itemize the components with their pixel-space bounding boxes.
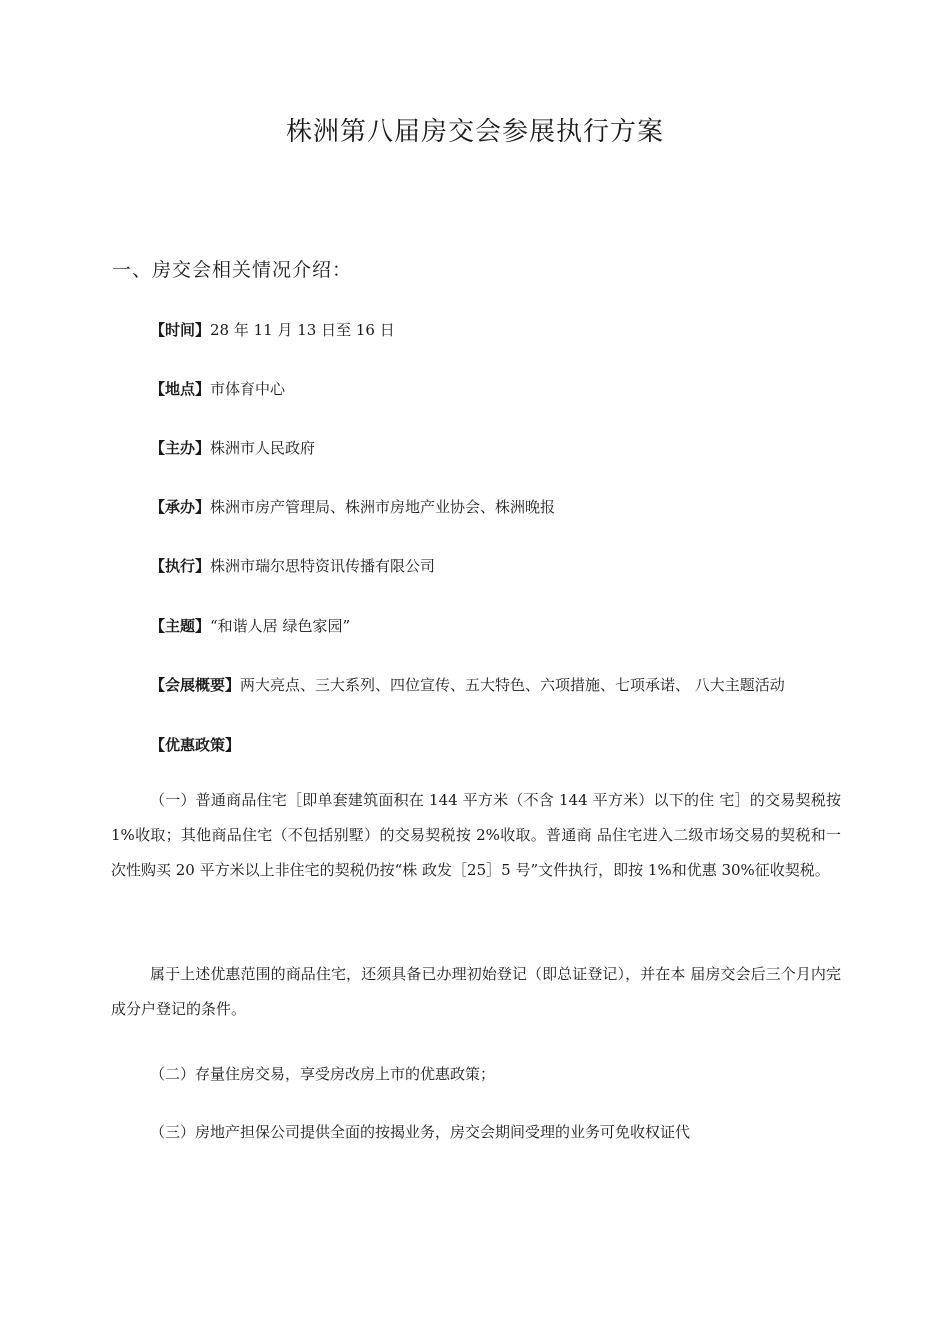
section-heading: 一、房交会相关情况介绍： (112, 259, 353, 281)
field-value: 28 年 11 月 13 日至 16 日 (210, 321, 395, 339)
field-executor (150, 554, 435, 578)
field-label: 【执行】 (150, 557, 211, 575)
field-overview (150, 673, 785, 697)
policy-paragraph-2: 属于上述优惠范围的商品住宅，还须具备已办理初始登记（即总证登记），并在本 届房交会后三个月内完成分户登记的条件。 (111, 965, 841, 1018)
field-label: 【优惠政策】 (150, 736, 241, 754)
field-label: 【主题】 (150, 617, 211, 635)
field-label: 【会展概要】 (150, 676, 241, 694)
field-label: 【主办】 (150, 439, 211, 457)
field-theme (150, 614, 350, 638)
document-title: 株洲第八届房交会参展执行方案 (285, 117, 664, 147)
field-value: 株洲市人民政府 (210, 439, 316, 457)
field-value: 株洲市房产管理局、株洲市房地产业协会、株洲晚报 (210, 498, 556, 516)
field-time (150, 318, 395, 342)
field-value: 株洲市瑞尔思特资讯传播有限公司 (210, 557, 436, 575)
policy-paragraph-4: （三）房地产担保公司提供全面的按揭业务，房交会期间受理的业务可免收权证代 (150, 1123, 691, 1141)
field-label: 【时间】 (150, 321, 211, 339)
field-label: 【承办】 (150, 498, 211, 516)
field-location (150, 377, 285, 401)
field-value: “和谐人居 绿色家园” (210, 617, 351, 635)
field-value: 市体育中心 (210, 380, 286, 398)
field-value: 两大亮点、三大系列、四位宣传、五大特色、六项措施、七项承诺、 八大主题活动 (240, 676, 785, 694)
policy-paragraph-3: （二）存量住房交易，享受房改房上市的优惠政策； (150, 1065, 496, 1083)
field-organizer (150, 495, 555, 519)
field-label: 【地点】 (150, 380, 211, 398)
policy-paragraph-1: （一）普通商品住宅［即单套建筑面积在 144 平方米（不含 144 平方米）以下的住 宅］的交易契税按 1%收取；其他商品住宅（不包括别墅）的交易契税按 2%收取。普通商 品住宅进入二级市场交易的契税和一次性购买 20 平方米以上非住宅的契税仍按“株 政发［25］5 号”文件执行，即按 1%和优惠 30%征收契税。 (111, 791, 841, 879)
field-host (150, 436, 315, 460)
field-policy (150, 733, 240, 757)
